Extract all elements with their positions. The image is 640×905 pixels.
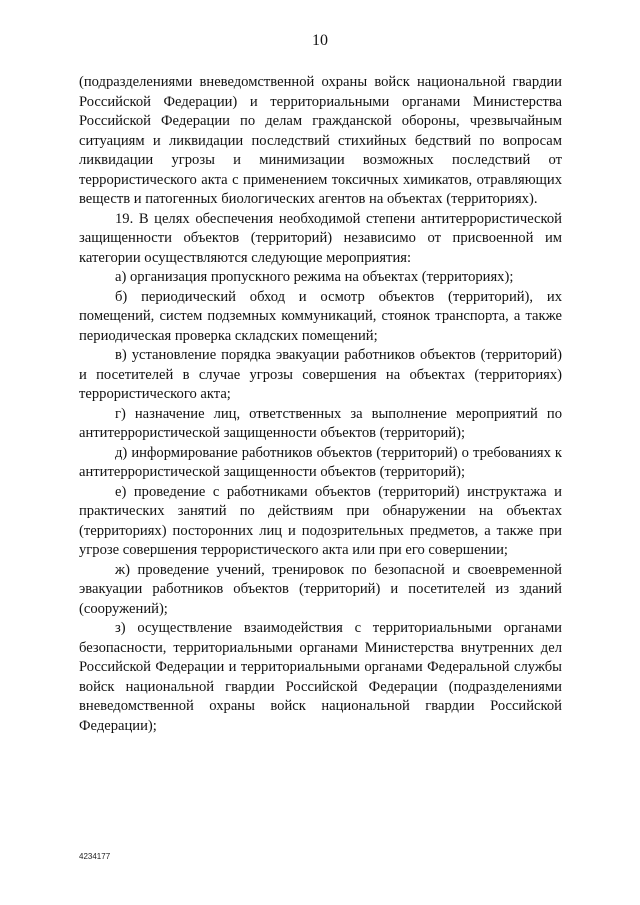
list-item-v: в) установление порядка эвакуации работников объектов (территорий) и посетителей в случае угрозы совершения на объектах (территориях) террористического акта;	[79, 347, 562, 402]
list-item-b: б) периодический обход и осмотр объектов (территорий), их помещений, систем подземных коммуникаций, стоянок транспорта, а также периодическая проверка складских помещений;	[79, 288, 562, 344]
list-item-z: з) осуществление взаимодействия с территориальными органами безопасности, территориальными органами Министерства внутренних дел Российской Федерации и территориальными органами Федеральной службы войск национальной гвардии Российской Федерации (подразделениями вневедомственной охраны войск национальной гвардии Российской Федерации);	[79, 620, 562, 734]
paragraph-clause-19: 19. В целях обеспечения необходимой степени антитеррористической защищенности объектов (территорий) независимо от присвоенной им категории осуществляются следующие мероприятия:	[79, 210, 562, 266]
paragraph-continuation: (подразделениями вневедомственной охраны войск национальной гвардии Российской Федерации) и территориальными органами Министерства Российской Федерации по делам гражданской обороны, чрезвычайным ситуациям и ликвидации последствий стихийных бедствий по вопросам ликвидации угрозы и минимизации возможных последствий от террористического акта с применением токсичных химикатов, отравляющих веществ и патогенных биологических агентов на объектах (территориях).	[79, 74, 562, 207]
list-item-a: а) организация пропускного режима на объектах (территориях);	[115, 269, 514, 285]
list-item-g: г) назначение лиц, ответственных за выполнение мероприятий по антитеррористической защищенности объектов (территорий);	[79, 405, 562, 441]
page-number: 10	[312, 32, 328, 49]
body-text	[79, 73, 562, 736]
list-item-e: е) проведение с работниками объектов (территорий) инструктажа и практических занятий по действиям при обнаружении на объектах (территориях) посторонних лиц и подозрительных предметов, а также при угрозе совершения террористического акта или при его совершении;	[79, 483, 562, 558]
list-item-zh: ж) проведение учений, тренировок по безопасной и своевременной эвакуации работников объектов (территорий) и посетителей из зданий (сооружений);	[79, 561, 562, 617]
document-id: 4234177	[79, 852, 111, 861]
list-item-d: д) информирование работников объектов (территорий) о требованиях к антитеррористической защищенности объектов (территорий);	[79, 444, 562, 480]
